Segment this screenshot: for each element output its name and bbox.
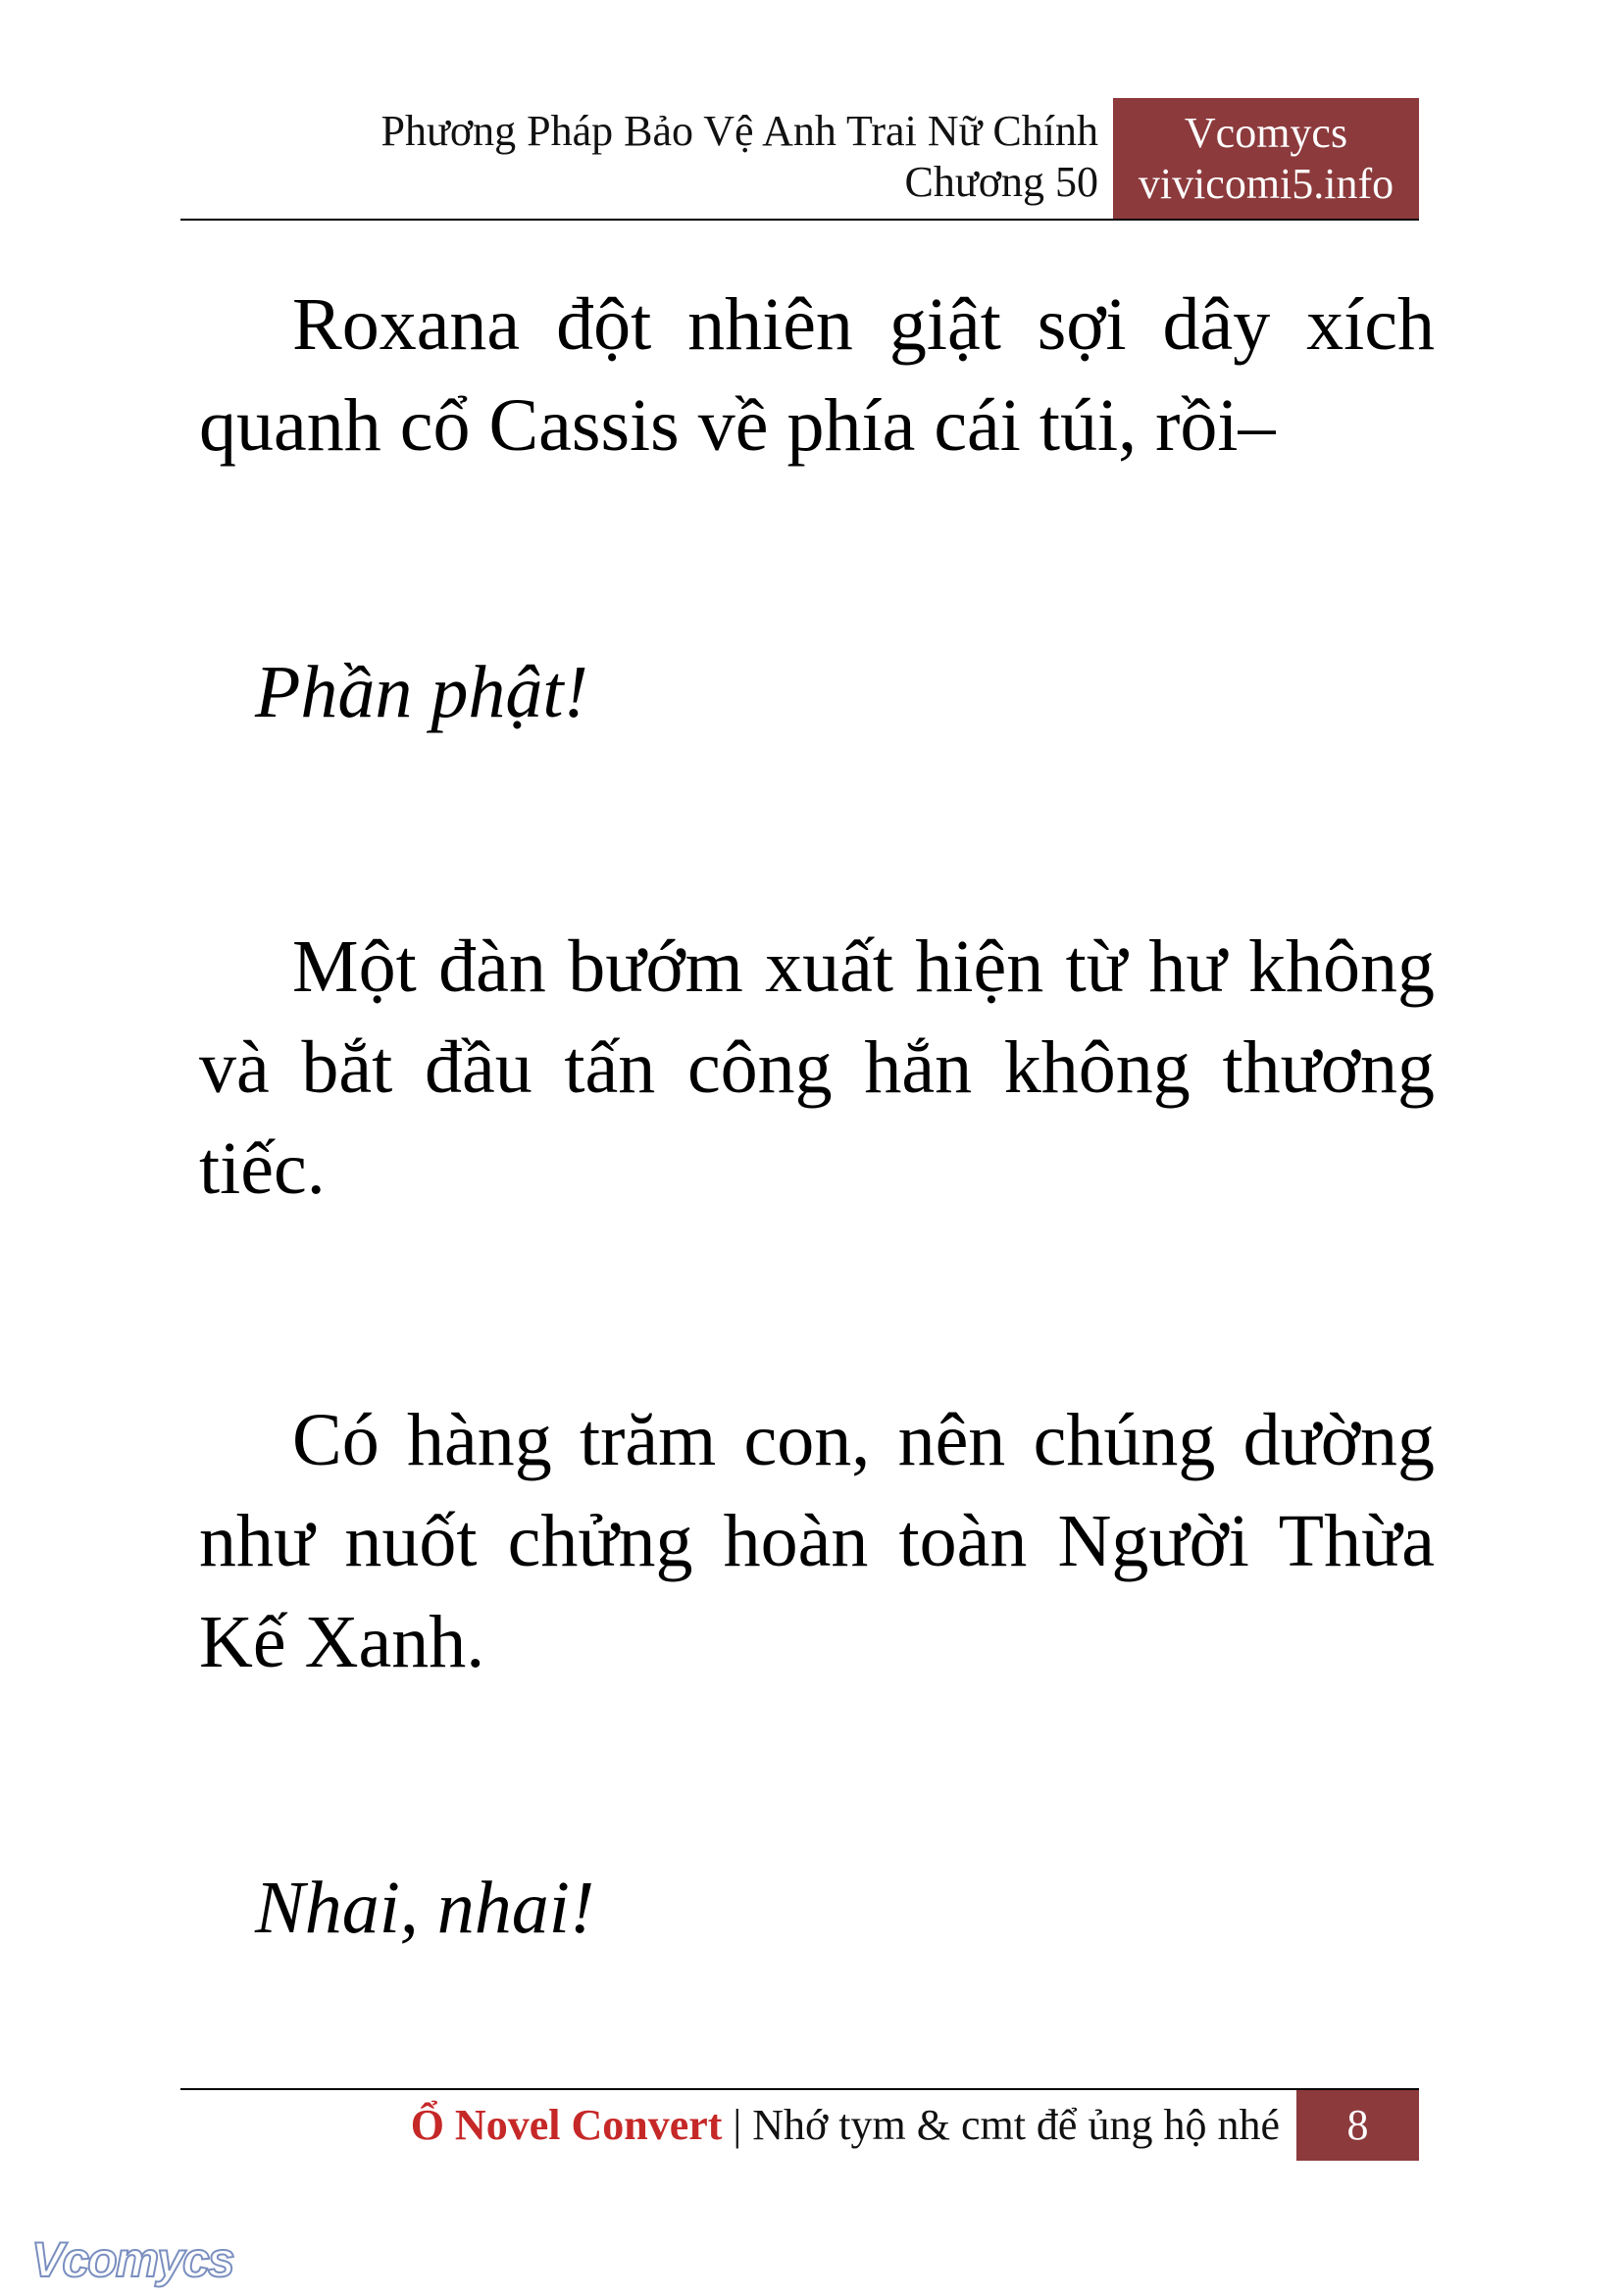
site-badge xyxy=(1113,98,1419,220)
running-header xyxy=(294,106,1098,208)
chapter-label: Chương 50 xyxy=(904,158,1098,206)
site-url: vivicomi5.info xyxy=(1138,160,1394,208)
footer-brand: Ổ Novel Convert xyxy=(410,2101,723,2149)
paragraph-4: Có hàng trăm con, nên chúng dường như nuốt chửng hoàn toàn Người Thừa Kế Xanh. xyxy=(199,1399,1435,1683)
running-footer xyxy=(294,2098,1280,2153)
paragraph-1: Roxana đột nhiên giật sợi dây xích quanh cổ Cassis về phía cái túi, rồi– xyxy=(199,283,1435,467)
footer-divider xyxy=(180,2088,1419,2090)
footer-note: Nhớ tym & cmt để ủng hộ nhé xyxy=(752,2101,1280,2149)
paragraph-5: Nhai, nhai! xyxy=(255,1867,595,1949)
footer-separator: | xyxy=(722,2101,753,2149)
vcomycs-watermark-logo xyxy=(27,2225,253,2296)
svg-text:Vcomycs: Vcomycs xyxy=(31,2232,233,2287)
paragraph-2: Phần phật! xyxy=(255,651,588,733)
page-number: 8 xyxy=(1296,2090,1419,2161)
paragraph-3: Một đàn bướm xuất hiện từ hư không và bắt đầu tấn công hắn không thương tiếc. xyxy=(199,925,1435,1210)
site-name: Vcomycs xyxy=(1184,109,1348,157)
header-divider xyxy=(180,219,1419,221)
book-title: Phương Pháp Bảo Vệ Anh Trai Nữ Chính xyxy=(380,107,1098,155)
